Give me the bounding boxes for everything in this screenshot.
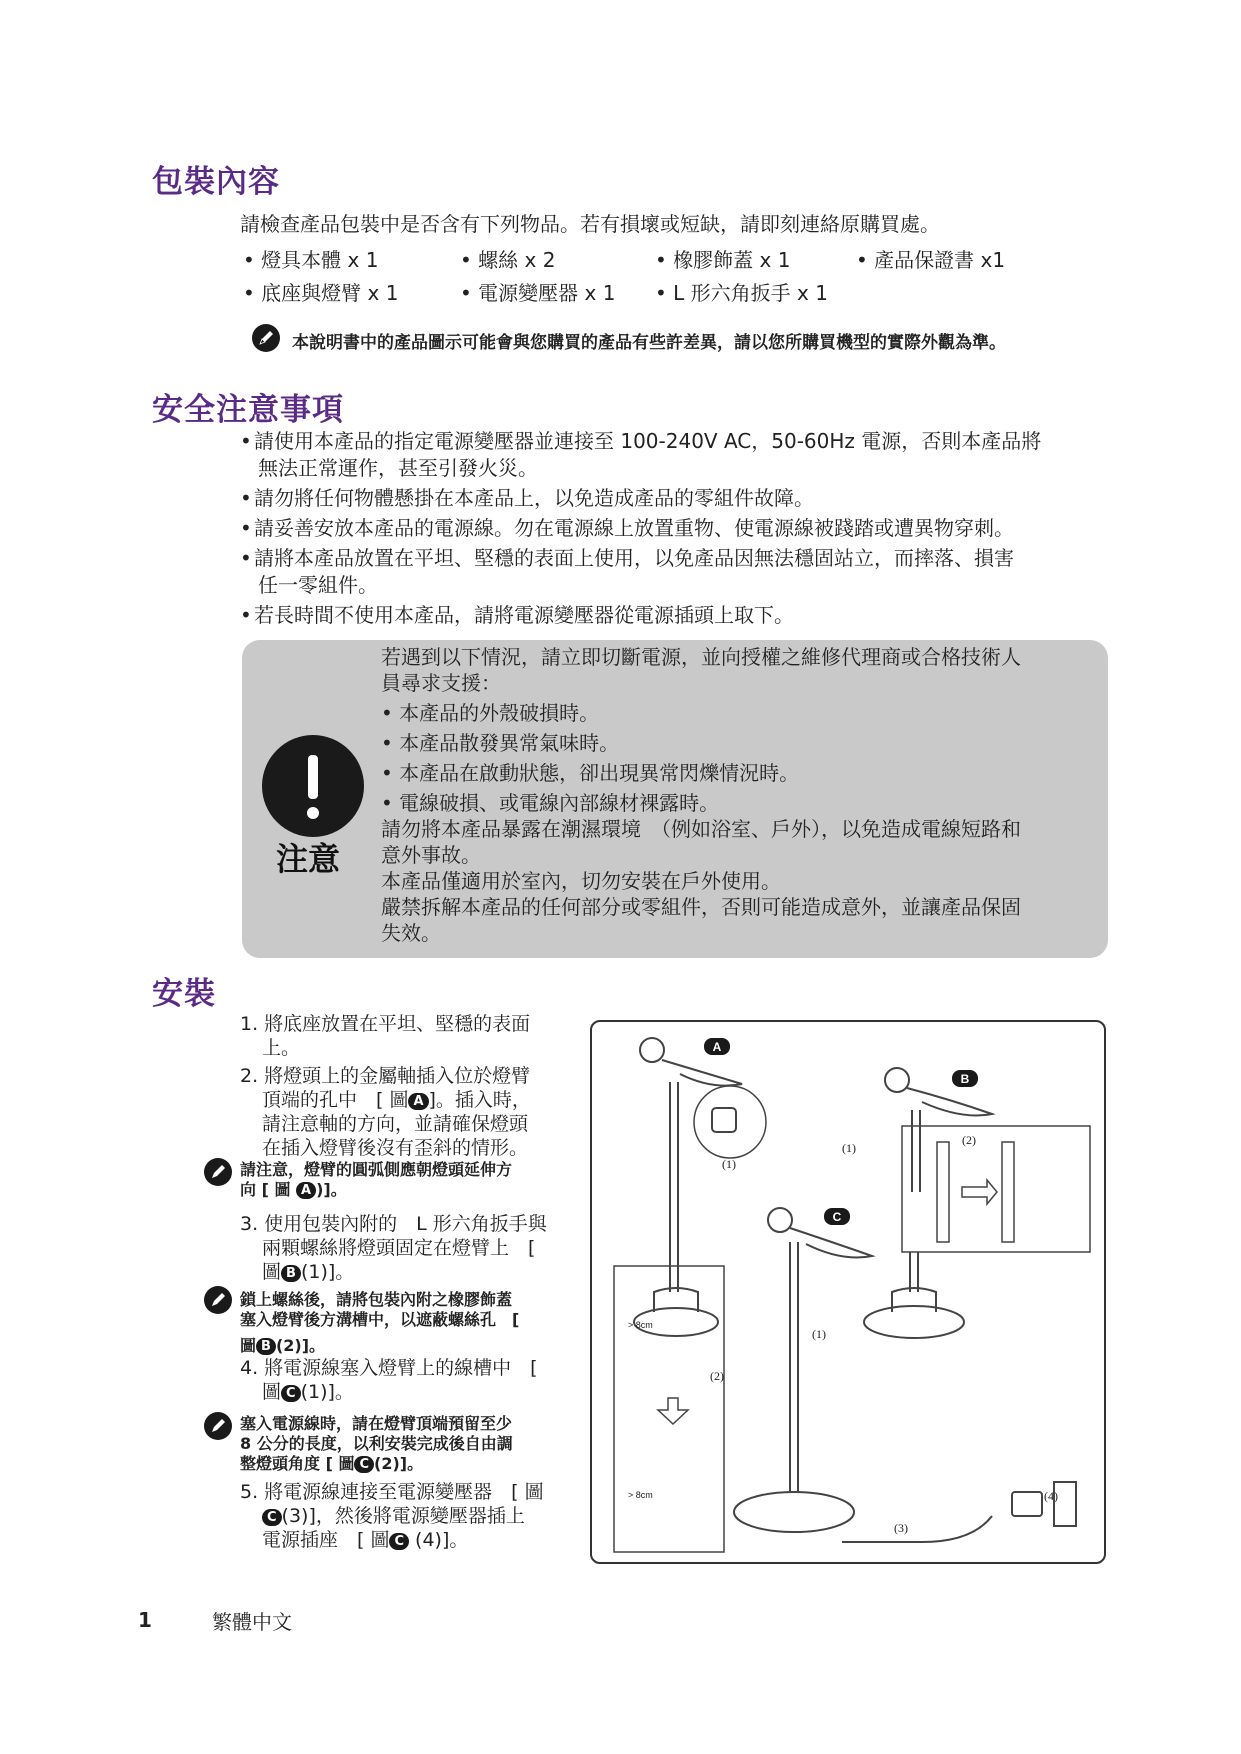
callout-2: (2) (710, 1369, 724, 1383)
installation-figure (590, 1020, 1106, 1564)
package-item: • L 形六角扳手 x 1 (655, 281, 828, 305)
install-note-2: 鎖上螺絲後，請將包裝內附之橡膠飾蓋 塞入燈臂後方溝槽中，以遮蔽螺絲孔 [ 圖 B (2)]。 (240, 1290, 520, 1355)
install-steps: 1. 將底座放置在平坦、堅穩的表面 上。 2. 將燈頭上的金屬軸插入位於燈臂 頂端的孔中 [ 圖 A ]。插入時， 請注意軸的方向，並請確保燈頭 在插入燈臂後沒有歪斜的情形。 (240, 1013, 531, 1159)
safety-bullet: • 若長時間不使用本產品，請將電源變壓器從電源插頭上取下。 (240, 603, 794, 627)
install-title: 安裝 (152, 976, 216, 1012)
package-title: 包裝內容 (152, 164, 280, 200)
pencil-icon (204, 1158, 232, 1190)
safety-bullet: • 請將本產品放置在平坦、堅穩的表面上使用，以免產品因無法穩固站立，而摔落、損害 任一零組件。 (240, 546, 1014, 597)
install-note-1: 請注意，燈臂的圓弧側應朝燈頭延伸方 向 [ 圖 A )]。 (240, 1160, 513, 1199)
package-item: • 橡膠飾蓋 x 1 (655, 248, 791, 272)
svg-text:C: C (832, 1210, 842, 1224)
figure-label-a (704, 1038, 730, 1055)
figure-badge-c: C (389, 1533, 409, 1550)
package-note: 本說明書中的產品圖示可能會與您購買的產品有些許差異，請以您所購買機型的實際外觀為準。 (292, 333, 1006, 353)
package-item: • 產品保證書 x1 (856, 248, 1006, 272)
callout-2: (2) (962, 1133, 976, 1147)
callout-1: (1) (722, 1157, 736, 1171)
svg-text:A: A (712, 1040, 722, 1054)
lamp-illustration (592, 1022, 1104, 1562)
callout-3: (3) (894, 1521, 908, 1535)
step-1: 1. 將底座放置在平坦、堅穩的表面 (240, 1013, 531, 1035)
figure-badge-a: A (408, 1093, 428, 1110)
figure-badge-c: C (281, 1385, 301, 1402)
package-item: • 電源變壓器 x 1 (460, 281, 616, 305)
callout-4: (4) (1044, 1489, 1058, 1503)
figure-badge-b: B (281, 1265, 301, 1282)
callout-cm-1: > 8cm (628, 1320, 653, 1330)
svg-text:B: B (960, 1072, 970, 1086)
bullet-mark: • (240, 486, 252, 510)
bullet-mark: • (240, 603, 252, 627)
package-item: • 燈具本體 x 1 (243, 248, 379, 272)
safety-bullet: • 請勿將任何物體懸掛在本產品上，以免造成產品的零組件故障。 (240, 486, 814, 510)
step-4: 4. 將電源線塞入燈臂上的線槽中 [ 圖 C (1)]。 (240, 1357, 538, 1403)
figure-badge-c: C (262, 1509, 282, 1526)
pencil-icon (252, 324, 280, 356)
warning-text: 若遇到以下情況，請立即切斷電源，並向授權之維修代理商或合格技術人 員尋求支援： • 本產品的外殼破損時。 • 本產品散發異常氣味時。 • 本產品在啟動狀態，卻出現異常閃爍情況時。 • 電線破損、或電線內部線材裸露時。 請勿將本產品暴露在潮濕環境 （例如浴室、戶外），以免造成電線短路和 意外事故。 本產品僅適用於室內，切勿安裝在戶外使用。 嚴禁拆解本產品的任何部分或零組件，否則可能造成意外，並讓產品保固 失效。 (381, 645, 1021, 945)
safety-bullet: • 請使用本產品的指定電源變壓器並連接至 100-240V AC，50-60Hz 電源，否則本產品將 無法正常運作，甚至引發火災。 (240, 429, 1042, 480)
step-5: 5. 將電源線連接至電源變壓器 [ 圖 C (3)]，然後將電源變壓器插上 電源插座 [ 圖 C (4)]。 (240, 1481, 544, 1551)
figure-badge-a: A (296, 1182, 316, 1199)
figure-label-c (824, 1208, 850, 1225)
step-3: 3. 使用包裝內附的 L 形六角扳手與 兩顆螺絲將燈頭固定在燈臂上 [ 圖 B (1)]。 (240, 1213, 547, 1283)
warning-label: 注意 (276, 840, 341, 878)
safety-title: 安全注意事項 (152, 392, 344, 428)
footer-language: 繁體中文 (212, 1610, 292, 1634)
step-2: 2. 將燈頭上的金屬軸插入位於燈臂 (240, 1065, 531, 1087)
figure-label-b (952, 1070, 978, 1087)
bullet-mark: • (240, 546, 252, 570)
bullet-mark: • (240, 429, 252, 453)
exclamation-icon (262, 735, 364, 837)
package-intro: 請檢查產品包裝中是否含有下列物品。若有損壞或短缺，請即刻連絡原購買處。 (240, 212, 940, 236)
package-item: • 底座與燈臂 x 1 (243, 281, 399, 305)
package-item: • 螺絲 x 2 (460, 248, 556, 272)
pencil-icon (204, 1412, 232, 1444)
callout-cm-2: > 8cm (628, 1490, 653, 1500)
callout-1: (1) (842, 1141, 856, 1155)
safety-bullet: • 請妥善安放本產品的電源線。勿在電源線上放置重物、使電源線被踐踏或遭異物穿刺。 (240, 516, 1014, 540)
pencil-icon (204, 1286, 232, 1318)
page-number: 1 (138, 1608, 152, 1632)
install-note-3: 塞入電源線時，請在燈臂頂端預留至少 8 公分的長度，以利安裝完成後自由調 整燈頭角度 [ 圖 C (2)]。 (240, 1414, 513, 1473)
bullet-mark: • (240, 516, 252, 540)
figure-badge-b: B (256, 1338, 276, 1355)
figure-badge-c: C (354, 1456, 374, 1473)
callout-1: (1) (812, 1327, 826, 1341)
